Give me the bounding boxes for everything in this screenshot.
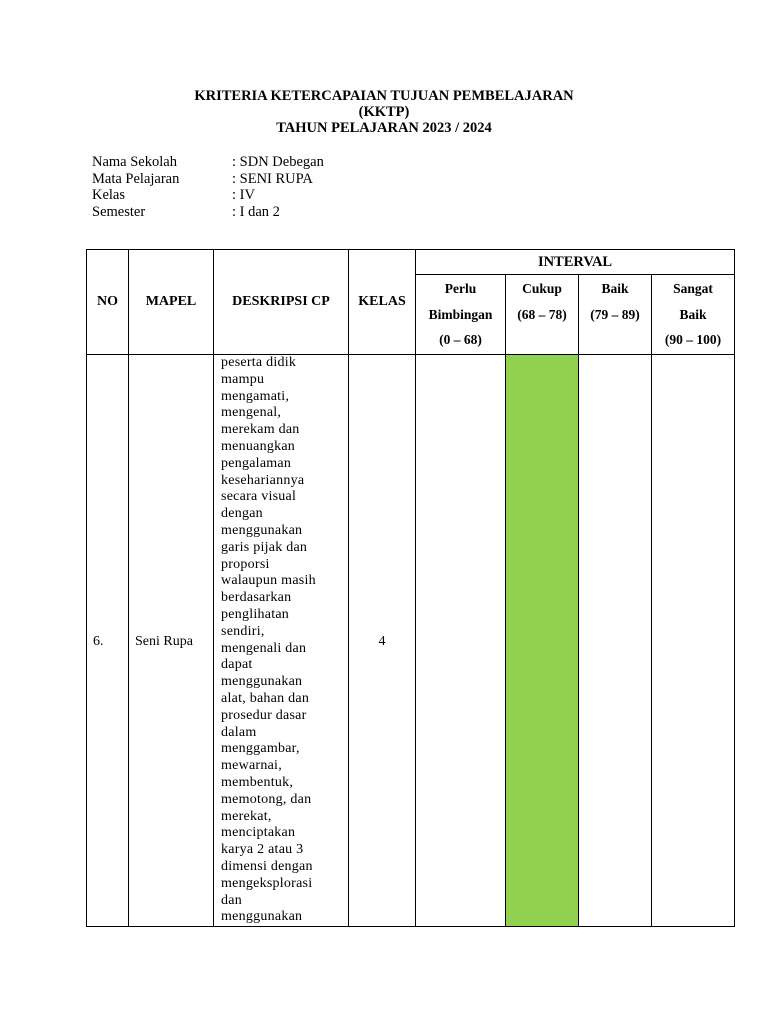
info-block	[92, 154, 324, 220]
info-label: Nama Sekolah	[92, 154, 177, 170]
deskripsi-line: mampu	[221, 371, 265, 387]
info-label: Mata Pelajaran	[92, 170, 180, 187]
level-line: Sangat	[673, 281, 713, 296]
level-line: Baik	[679, 306, 707, 322]
level-line: Cukup	[522, 281, 562, 296]
deskripsi-line: proporsi	[221, 556, 270, 572]
deskripsi-line: menggambar,	[221, 741, 300, 757]
deskripsi-line: peserta didik	[221, 355, 297, 370]
level-line: (68 – 78)	[517, 306, 567, 322]
deskripsi-line: menciptakan	[221, 825, 296, 841]
title-line-1: KRITERIA KETERCAPAIAN TUJUAN PEMBELAJARAN	[194, 88, 574, 104]
info-label: Semester	[92, 203, 146, 220]
cell-mapel: Seni Rupa	[129, 355, 214, 927]
cell-deskripsi	[214, 355, 349, 927]
info-row-class	[92, 187, 324, 204]
deskripsi-line: dan	[221, 892, 242, 908]
deskripsi-line: penglihatan	[221, 606, 290, 622]
deskripsi-line: mengenal,	[221, 405, 282, 421]
cell-level-perlu-bimbingan	[416, 355, 506, 927]
header-no: NO	[87, 250, 129, 355]
deskripsi-line: mengenali dan	[221, 640, 307, 656]
deskripsi-line: kesehariannya	[221, 472, 305, 488]
deskripsi-line: mewarnai,	[221, 758, 282, 774]
header-deskripsi: DESKRIPSI CP	[214, 250, 349, 355]
level-line: Perlu	[444, 281, 477, 296]
deskripsi-line: membentuk,	[221, 774, 294, 790]
deskripsi-line: prosedur dasar	[221, 707, 307, 723]
deskripsi-line: sendiri,	[221, 623, 265, 639]
deskripsi-line: dengan	[221, 506, 263, 522]
deskripsi-line: pengalaman	[221, 455, 292, 471]
info-value: : SENI RUPA	[232, 170, 313, 187]
header-mapel: MAPEL	[129, 250, 214, 355]
info-row-school	[92, 154, 324, 171]
cell-kelas: 4	[349, 355, 416, 927]
kktp-table	[86, 249, 735, 927]
deskripsi-line: menuangkan	[221, 438, 296, 454]
info-row-semester	[92, 204, 324, 221]
deskripsi-line: mengeksplorasi	[221, 875, 313, 891]
header-level-baik	[579, 275, 652, 355]
deskripsi-line: alat, bahan dan	[221, 690, 310, 706]
deskripsi-line: mengamati,	[221, 388, 290, 404]
header-interval: INTERVAL	[416, 250, 735, 275]
deskripsi-line: berdasarkan	[221, 590, 292, 606]
deskripsi-line: dapat	[221, 657, 253, 673]
cell-level-cukup-highlighted	[506, 355, 579, 927]
deskripsi-line: merekam dan	[221, 422, 300, 438]
level-line: Bimbingan	[428, 306, 493, 322]
header-level-sangat-baik	[652, 275, 735, 355]
deskripsi-line: memotong, dan	[221, 791, 312, 807]
level-line: (90 – 100)	[664, 332, 722, 347]
info-value: : I dan 2	[232, 203, 280, 220]
level-line: Baik	[601, 281, 629, 296]
deskripsi-line: karya 2 atau 3	[221, 842, 304, 858]
level-line: (79 – 89)	[590, 306, 640, 322]
level-line: (0 – 68)	[439, 332, 482, 347]
title-line-2: (KKTP)	[358, 104, 410, 120]
info-value: : IV	[232, 187, 255, 203]
deskripsi-line: secara visual	[221, 489, 297, 505]
deskripsi-line: menggunakan	[221, 522, 303, 538]
deskripsi-line: menggunakan	[221, 909, 303, 925]
header-level-cukup	[506, 275, 579, 355]
header-level-perlu-bimbingan	[416, 275, 506, 355]
cell-level-baik	[579, 355, 652, 927]
document-title	[0, 88, 768, 136]
deskripsi-line: menggunakan	[221, 674, 303, 690]
table-row	[87, 355, 735, 927]
deskripsi-line: dalam	[221, 724, 257, 740]
deskripsi-line: garis pijak dan	[221, 539, 308, 555]
cell-level-sangat-baik	[652, 355, 735, 927]
info-row-subject	[92, 171, 324, 188]
info-label: Kelas	[92, 187, 126, 203]
deskripsi-line: merekat,	[221, 808, 272, 824]
header-row-top	[87, 250, 735, 275]
deskripsi-line: walaupun masih	[221, 573, 316, 589]
deskripsi-line: dimensi dengan	[221, 858, 313, 874]
info-value: : SDN Debegan	[232, 154, 324, 170]
title-line-3: TAHUN PELAJARAN 2023 / 2024	[276, 120, 492, 136]
cell-no: 6.	[87, 355, 129, 927]
header-kelas: KELAS	[349, 250, 416, 355]
